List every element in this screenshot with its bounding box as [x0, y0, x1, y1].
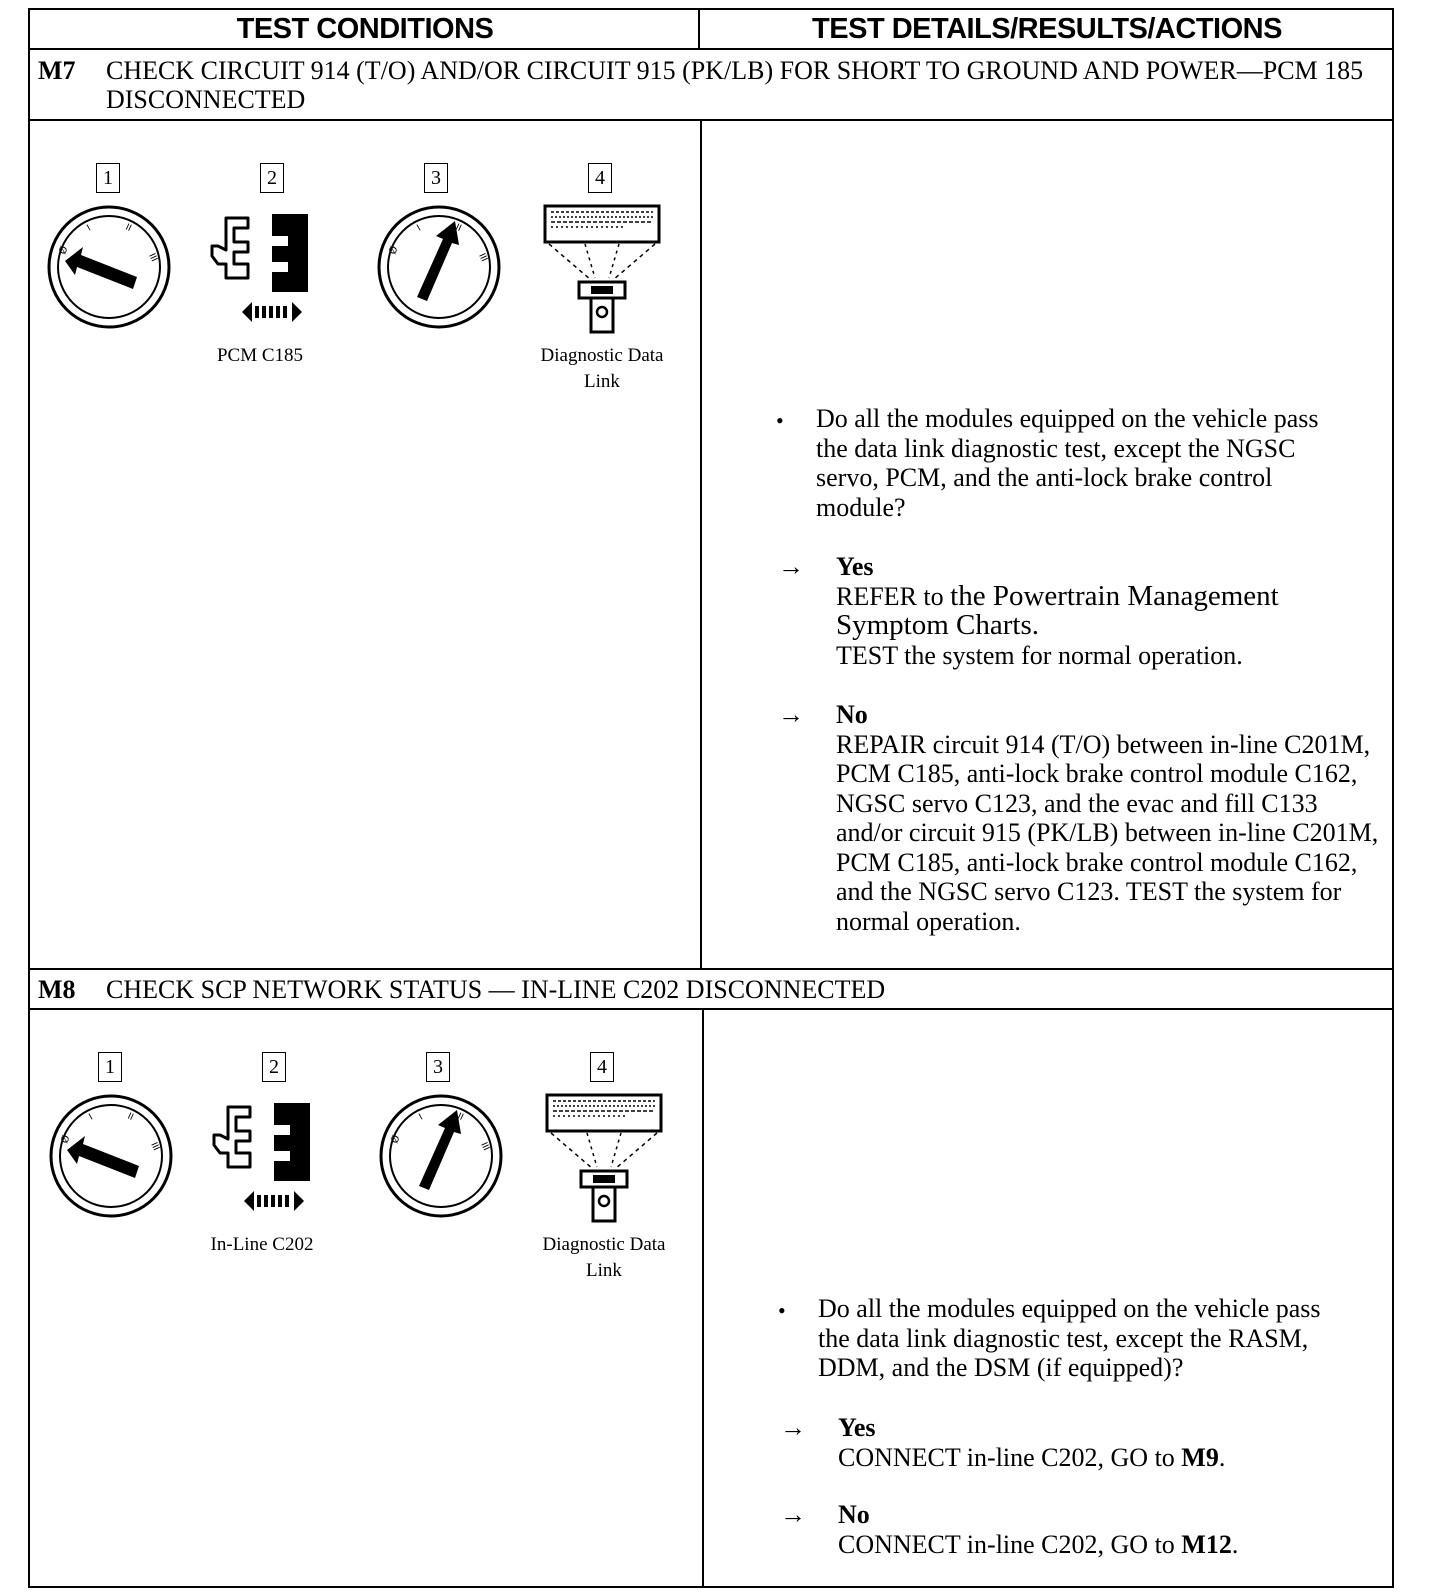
bullet-icon: • [778, 1298, 786, 1323]
step-m8-no [838, 1500, 1378, 1559]
yes-label: Yes [838, 1413, 876, 1442]
step-m8-top-rule [30, 968, 1392, 970]
no-action-target: M12 [1181, 1529, 1232, 1559]
ignition-run-icon [374, 202, 504, 332]
step-m8-yes [838, 1413, 1378, 1472]
step-code: M7 [38, 56, 76, 85]
connector-disconnect-icon [210, 1095, 320, 1219]
diagnostic-table [28, 8, 1394, 1588]
no-label: No [838, 1500, 870, 1529]
step-m7-no [836, 700, 1388, 936]
step-m7-rule [30, 119, 1392, 121]
step-m7-title [38, 56, 1382, 114]
step-title-text: CHECK CIRCUIT 914 (T/O) AND/OR CIRCUIT 915 (PK/LB) FOR SHORT TO GROUND AND POWER—PCM 185 DISCONNECTED [106, 56, 1364, 114]
arrow-right-icon: → [780, 1413, 806, 1442]
bullet-icon: • [776, 408, 784, 433]
step-m8-rule [30, 1008, 1392, 1010]
step-badge: 1 [98, 1052, 122, 1082]
step-m7-question: Do all the modules equipped on the vehicle pass the data link diagnostic test, except the NGSC servo, PCM, and the anti-lock brake control module? [816, 404, 1319, 522]
step-m7-divider [700, 120, 702, 968]
step-code: M8 [38, 975, 76, 1004]
no-action-suffix: . [1231, 1529, 1239, 1559]
diagnostic-data-link-icon [543, 204, 661, 334]
link-caption-line1: Diagnostic Data [542, 1234, 666, 1255]
connector-caption: PCM C185 [216, 345, 304, 366]
yes-refer-target: the Powertrain Management Symptom Charts. [836, 579, 1279, 641]
yes-action-suffix: . [1218, 1442, 1226, 1472]
step-title-text: CHECK SCP NETWORK STATUS — IN-LINE C202 DISCONNECTED [106, 975, 886, 1004]
connector-caption: In-Line C202 [210, 1234, 314, 1255]
header-test-details: TEST DETAILS/RESULTS/ACTIONS [812, 12, 1282, 45]
no-label: No [836, 700, 868, 729]
step-badge: 3 [424, 163, 448, 193]
step-m8-title [38, 975, 1382, 1004]
arrow-right-icon: → [778, 552, 804, 581]
step-m8-question: Do all the modules equipped on the vehicle pass the data link diagnostic test, except the RASM, DDM, and the DSM (if equipped)? [818, 1294, 1321, 1382]
yes-refer-to: to [923, 581, 944, 611]
diagnostic-data-link-icon [545, 1093, 663, 1223]
link-caption-line2: Link [584, 371, 620, 392]
header-divider [698, 10, 700, 48]
arrow-right-icon: → [778, 700, 804, 729]
yes-label: Yes [836, 552, 874, 581]
connector-disconnect-icon [208, 206, 318, 330]
ignition-run-icon [376, 1091, 506, 1221]
step-badge: 2 [260, 163, 284, 193]
link-caption-line2: Link [586, 1260, 622, 1281]
yes-action: TEST the system for normal operation. [836, 640, 1243, 670]
yes-action-target: M9 [1181, 1442, 1219, 1472]
ignition-off-icon [44, 202, 174, 332]
step-m7-yes [836, 552, 1392, 670]
link-caption-line1: Diagnostic Data [540, 345, 664, 366]
link-caption [512, 343, 692, 395]
no-action-prefix: CONNECT in-line C202, GO to [838, 1529, 1175, 1559]
step-badge: 3 [426, 1052, 450, 1082]
step-badge: 2 [262, 1052, 286, 1082]
step-badge: 4 [590, 1052, 614, 1082]
yes-action-prefix: CONNECT in-line C202, GO to [838, 1442, 1175, 1472]
ignition-off-icon [46, 1091, 176, 1221]
link-caption [514, 1232, 694, 1284]
step-badge: 1 [96, 163, 120, 193]
header-test-conditions: TEST CONDITIONS [236, 12, 494, 45]
step-m8-divider [702, 1009, 704, 1588]
step-badge: 4 [588, 163, 612, 193]
yes-refer-verb: REFER [836, 581, 917, 611]
header-rule [30, 48, 1392, 50]
arrow-right-icon: → [780, 1500, 806, 1529]
no-action: REPAIR circuit 914 (T/O) between in-line C201M, PCM C185, anti-lock brake control module C162, NGSC servo C123, and the evac and fill C133 and/or circuit 915 (PK/LB) between in-line C201M, PCM C185, anti-lock brake control module C162, and the NGSC servo C123. TEST the system for normal operation. [836, 729, 1379, 936]
